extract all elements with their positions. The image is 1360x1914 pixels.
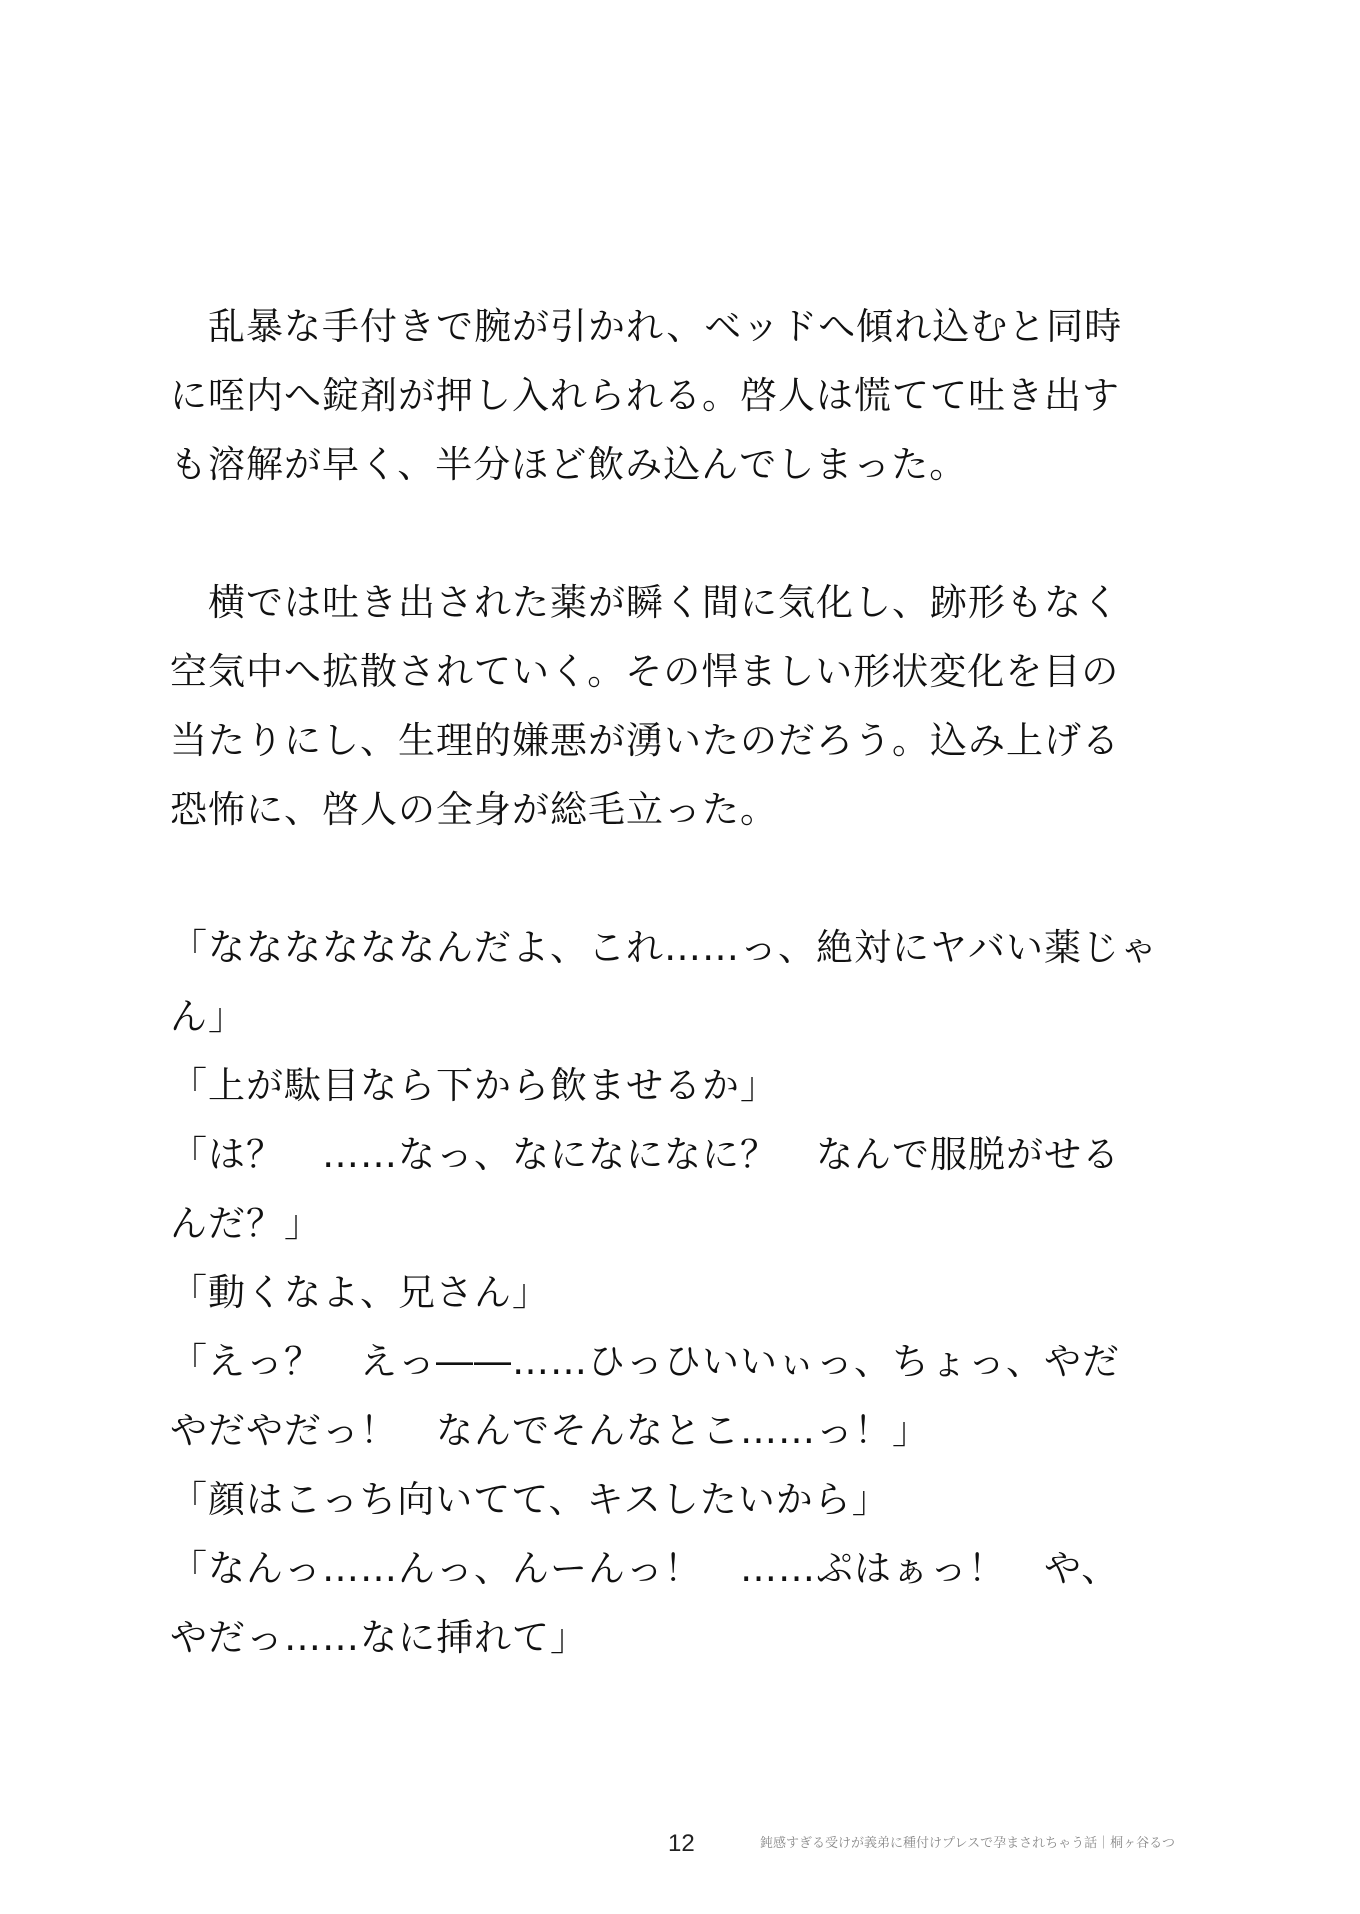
- text-line: に咥内へ錠剤が押し入れられる。啓人は慌てて吐き出す: [170, 374, 1120, 417]
- paragraph-2: [170, 568, 1210, 844]
- dialogue-line: ん」: [170, 995, 246, 1038]
- paragraph-gap: [170, 499, 1210, 568]
- page-footer: [0, 1828, 1360, 1868]
- page-number: 12: [668, 1830, 695, 1857]
- dialogue-line: 「なんっ……んっ、んーんっ！ ……ぷはぁっ！ や、: [170, 1547, 1120, 1590]
- dialogue-line: 「顔はこっち向いてて、キスしたいから」: [170, 1478, 890, 1521]
- text-line: 当たりにし、生理的嫌悪が湧いたのだろう。込み上げる: [170, 719, 1120, 762]
- running-title: 鈍感すぎる受けが義弟に種付けプレスで孕まされちゃう話｜桐ヶ谷るつ: [760, 1836, 1175, 1851]
- text-line: も溶解が早く、半分ほど飲み込んでしまった。: [170, 443, 968, 486]
- text-line: 空気中へ拡散されていく。その悍ましい形状変化を目の: [170, 650, 1120, 693]
- dialogue-line: 「上が駄目なら下から飲ませるか」: [170, 1064, 778, 1107]
- body-text: [170, 292, 1210, 1672]
- dialogue-line: 「動くなよ、兄さん」: [170, 1271, 550, 1314]
- text-line: 恐怖に、啓人の全身が総毛立った。: [170, 788, 778, 831]
- dialogue-line: んだ？」: [170, 1202, 322, 1245]
- text-line: 横では吐き出された薬が瞬く間に気化し、跡形もなく: [170, 581, 1120, 624]
- dialogue-line: 「ななななななんだよ、これ……っ、絶対にヤバい薬じゃ: [170, 926, 1158, 969]
- paragraph-gap: [170, 844, 1210, 913]
- dialogue-line: 「は？ ……なっ、なになになに？ なんで服脱がせる: [170, 1133, 1120, 1176]
- dialogue-block: [170, 913, 1210, 1672]
- dialogue-line: 「えっ？ えっ――……ひっひいいぃっ、ちょっ、やだ: [170, 1340, 1120, 1383]
- paragraph-1: [170, 292, 1210, 499]
- text-line: 乱暴な手付きで腕が引かれ、ベッドへ傾れ込むと同時: [170, 305, 1123, 348]
- dialogue-line: やだっ……なに挿れて」: [170, 1616, 588, 1659]
- dialogue-line: やだやだっ！ なんでそんなとこ……っ！」: [170, 1409, 930, 1452]
